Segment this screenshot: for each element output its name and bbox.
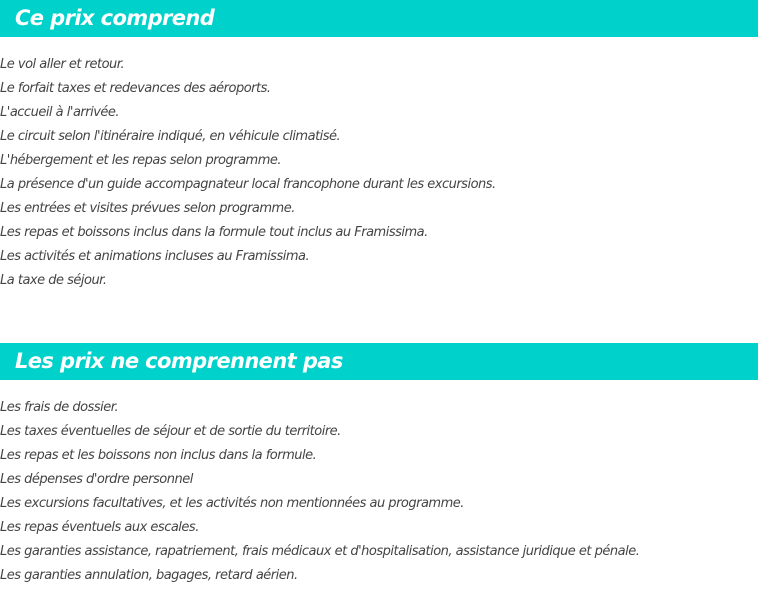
included-item: L'accueil à l'arrivée. [0,105,120,120]
included-item: Les activités et animations incluses au Framissima. [0,249,310,264]
excluded-item: Les repas et les boissons non inclus dans la formule. [0,448,317,463]
included-item: La présence d'un guide accompagnateur local francophone durant les excursions. [0,177,496,192]
excluded-item: Les frais de dossier. [0,400,119,415]
included-item: Le forfait taxes et redevances des aéroports. [0,81,271,96]
excluded-item: Les taxes éventuelles de séjour et de sortie du territoire. [0,424,341,439]
excluded-heading: Les prix ne comprennent pas [0,343,758,380]
included-heading: Ce prix comprend [0,0,758,37]
excluded-item: Les excursions facultatives, et les activités non mentionnées au programme. [0,496,464,511]
excluded-item: Les dépenses d'ordre personnel [0,472,193,487]
included-item: Le vol aller et retour. [0,57,125,72]
excluded-list [0,396,758,588]
included-item: L'hébergement et les repas selon programme. [0,153,282,168]
included-list [0,53,758,293]
excluded-item: Les garanties assistance, rapatriement, frais médicaux et d'hospitalisation, assistance juridique et pénale. [0,544,640,559]
included-item: Les repas et boissons inclus dans la formule tout inclus au Framissima. [0,225,428,240]
included-item: La taxe de séjour. [0,273,107,288]
excluded-item: Les repas éventuels aux escales. [0,520,199,535]
included-item: Les entrées et visites prévues selon programme. [0,201,295,216]
included-section [0,0,758,293]
excluded-section [0,343,758,588]
included-item: Le circuit selon l'itinéraire indiqué, en véhicule climatisé. [0,129,341,144]
excluded-item: Les garanties annulation, bagages, retard aérien. [0,568,298,583]
